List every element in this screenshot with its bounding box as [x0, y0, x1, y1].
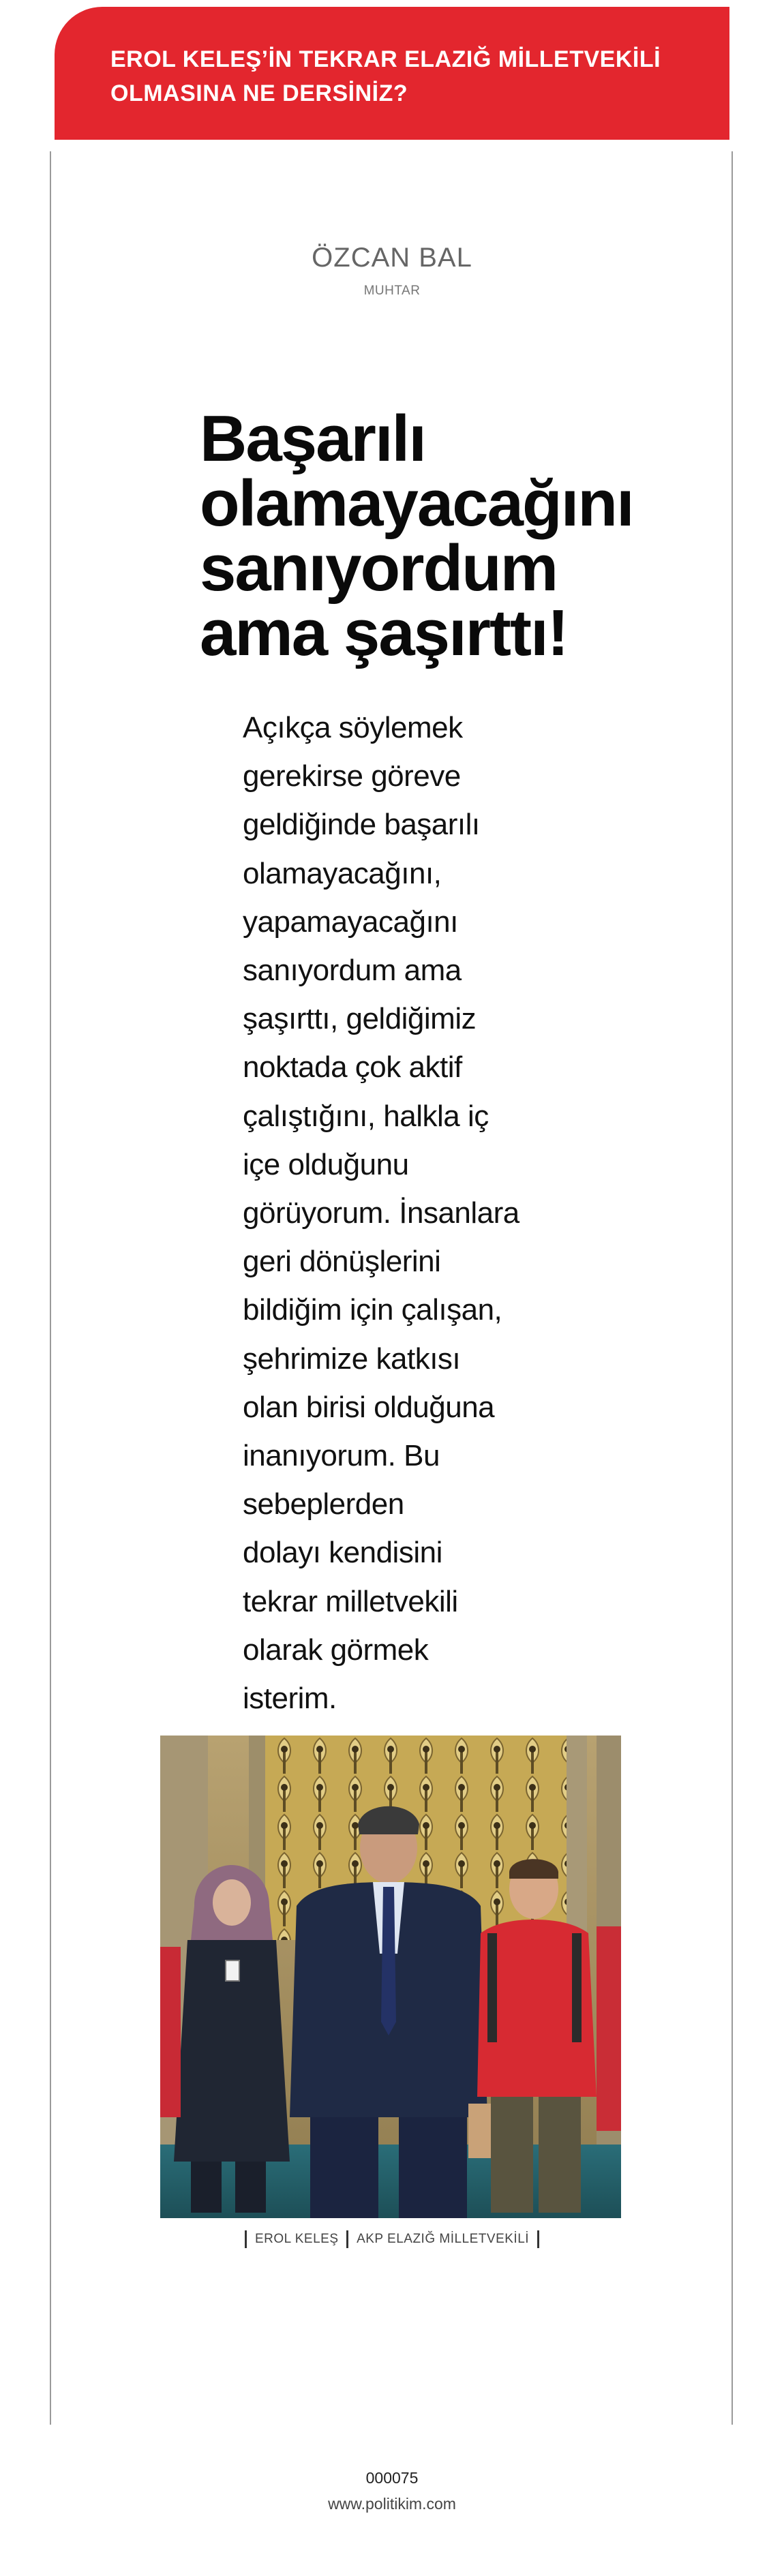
body-line: içe olduğunu	[243, 1147, 409, 1181]
body-line: olamayacağını,	[243, 856, 442, 890]
body-line: yapamayacağını	[243, 905, 458, 939]
article-body	[243, 703, 529, 1723]
caption-separator	[537, 2230, 539, 2248]
site-url[interactable]: www.politikim.com	[328, 2495, 456, 2513]
body-line: noktada çok aktif	[243, 1050, 462, 1085]
body-line: tekrar milletvekili	[243, 1584, 458, 1618]
page-number: 000075	[365, 2469, 419, 2487]
body-line: çalıştığını, halkla iç	[243, 1099, 489, 1133]
body-line: geri dönüşlerini	[243, 1245, 441, 1279]
author-name: ÖZCAN BAL	[312, 243, 472, 273]
body-line: bildiğim için çalışan,	[243, 1293, 502, 1327]
article-photo	[160, 1736, 621, 2218]
body-line: dolayı kendisini	[243, 1536, 442, 1570]
header-line-1: EROL KELEŞ’İN TEKRAR ELAZIĞ MİLLETVEKİLİ	[110, 46, 661, 72]
headline-line: sanıyordum	[200, 532, 558, 605]
body-line: gerekirse göreve	[243, 759, 461, 793]
caption-separator	[346, 2230, 348, 2248]
body-line: sanıyordum ama	[243, 954, 462, 988]
body-line: olarak görmek	[243, 1633, 429, 1667]
body-line: inanıyorum. Bu	[243, 1439, 440, 1473]
photo-caption	[0, 2230, 784, 2248]
body-line: şaşırttı, geldiğimiz	[243, 1002, 477, 1036]
headline-line: olamayacağını	[200, 467, 633, 540]
body-line: olan birisi olduğuna	[243, 1390, 495, 1424]
body-line: isterim.	[243, 1682, 337, 1716]
caption-separator	[245, 2230, 247, 2248]
body-line: geldiğinde başarılı	[243, 808, 480, 842]
header-banner	[55, 7, 729, 140]
headline-line: Başarılı	[200, 402, 425, 475]
body-line: görüyorum. İnsanlara	[243, 1196, 519, 1230]
caption-title: AKP ELAZIĞ MİLLETVEKİLİ	[357, 2232, 530, 2246]
author-role: MUHTAR	[363, 284, 421, 298]
body-line: şehrimize katkısı	[243, 1342, 461, 1376]
body-line: Açıkça söylemek	[243, 711, 463, 744]
body-line: sebeplerden	[243, 1487, 404, 1521]
header-line-2: OLMASINA NE DERSİNİZ?	[110, 80, 408, 106]
caption-name: EROL KELEŞ	[254, 2232, 339, 2246]
headline-line: ama şaşırttı!	[200, 596, 568, 669]
headline	[200, 402, 636, 669]
